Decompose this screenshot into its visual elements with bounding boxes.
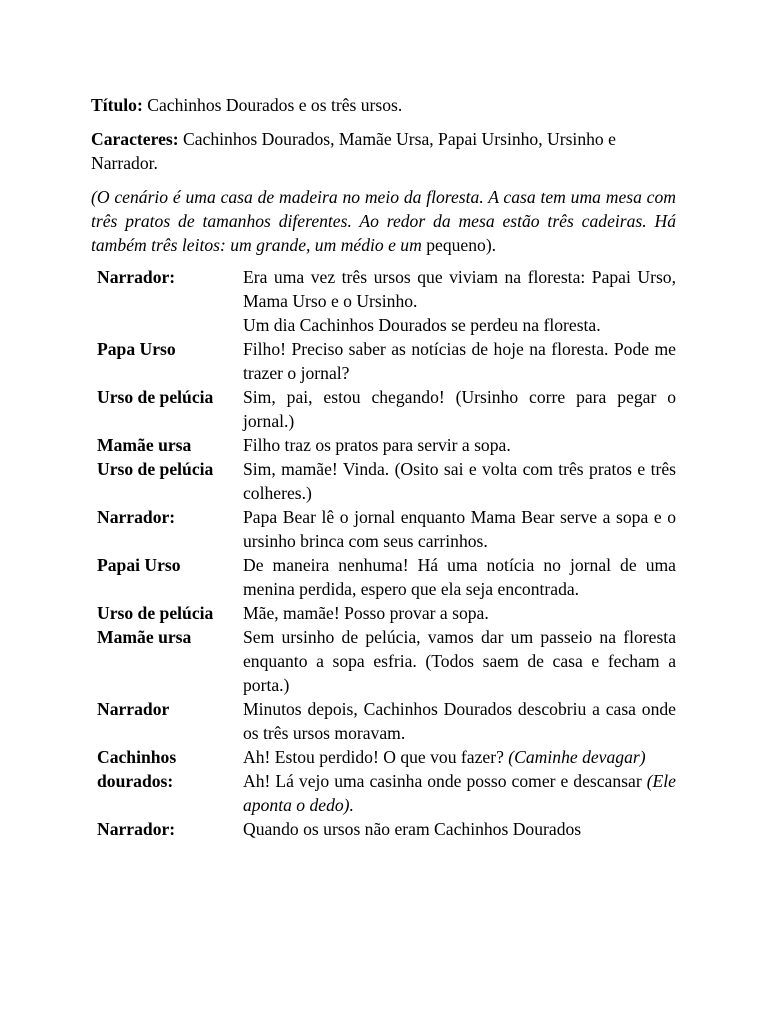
dialogue-line: Quando os ursos não eram Cachinhos Dourados [243,819,582,839]
characters-paragraph [91,127,676,175]
dialogue [243,457,676,505]
script-table [91,265,676,841]
stage-direction-tail: pequeno). [426,235,497,255]
dialogue [243,601,676,625]
script-row [91,433,676,457]
script-row [91,457,676,505]
dialogue-line: Um dia Cachinhos Dourados se perdeu na floresta. [243,315,601,335]
script-row [91,601,676,625]
characters-text: Cachinhos Dourados, Mamãe Ursa, Papai Ursinho, Ursinho e Narrador. [91,129,616,173]
script-row [91,697,676,745]
speaker-name: Urso de pelúcia [97,387,214,407]
script-row [91,625,676,697]
title-label: Título: [91,95,143,115]
dialogue-line [243,745,676,769]
script-row [91,745,676,817]
dialogue [243,433,676,457]
dialogue-line: Minutos depois, Cachinhos Dourados descobriu a casa onde os três ursos moravam. [243,699,676,743]
speaker-name: Urso de pelúcia [97,603,214,623]
speaker-name: Narrador [97,699,170,719]
script-row [91,505,676,553]
characters-label: Caracteres: [91,129,179,149]
script-row [91,265,676,337]
dialogue [243,553,676,601]
speaker-name: Narrador: [97,507,176,527]
dialogue [243,505,676,553]
dialogue-line: Sim, pai, estou chegando! (Ursinho corre para pegar o jornal.) [243,387,676,431]
speaker-name: Urso de pelúcia [97,459,214,479]
dialogue-line: Filho! Preciso saber as notícias de hoje na floresta. Pode me trazer o jornal? [243,339,676,383]
dialogue-text: Ah! Estou perdido! O que vou fazer? [243,747,509,767]
script-row [91,553,676,601]
stage-direction-text: (O cenário é uma casa de madeira no meio da floresta. A casa tem uma mesa com três pratos de tamanhos diferentes. Ao redor da mesa estão três cadeiras. Há também três leitos: um grande, um médio e um [91,187,676,255]
dialogue-line: De maneira nenhuma! Há uma notícia no jornal de uma menina perdida, espero que ela seja encontrada. [243,555,676,599]
script-row [91,337,676,385]
dialogue-line: Filho traz os pratos para servir a sopa. [243,435,511,455]
dialogue-line: Papa Bear lê o jornal enquanto Mama Bear serve a sopa e o ursinho brinca com seus carrinhos. [243,507,676,551]
title-text: Cachinhos Dourados e os três ursos. [147,95,403,115]
dialogue [243,817,676,841]
dialogue [243,265,676,337]
dialogue-line [243,769,676,817]
dialogue [243,385,676,433]
script-row [91,385,676,433]
dialogue-stage-note: (Ele aponta o dedo). [243,771,676,815]
speaker-name: Papai Urso [97,555,181,575]
dialogue-line: Mãe, mamãe! Posso provar a sopa. [243,603,489,623]
dialogue [243,745,676,817]
dialogue [243,697,676,745]
stage-direction [91,185,676,257]
dialogue-text: Ah! Lá vejo uma casinha onde posso comer e descansar [243,771,647,791]
dialogue-line: Sem ursinho de pelúcia, vamos dar um passeio na floresta enquanto a sopa esfria. (Todos saem de casa e fecham a porta.) [243,627,676,695]
dialogue-line: Era uma vez três ursos que viviam na floresta: Papai Urso, Mama Urso e o Ursinho. [243,267,676,311]
dialogue [243,337,676,385]
dialogue-line: Sim, mamãe! Vinda. (Osito sai e volta com três pratos e três colheres.) [243,459,676,503]
speaker-name: Mamãe ursa [97,435,192,455]
speaker-name: Mamãe ursa [97,627,192,647]
dialogue [243,625,676,697]
speaker-name: Cachinhos dourados: [97,747,177,791]
title-paragraph [91,93,676,117]
speaker-name: Narrador: [97,267,176,287]
script-row [91,817,676,841]
dialogue-stage-note: (Caminhe devagar) [508,747,646,767]
speaker-name: Papa Urso [97,339,176,359]
speaker-name: Narrador: [97,819,176,839]
